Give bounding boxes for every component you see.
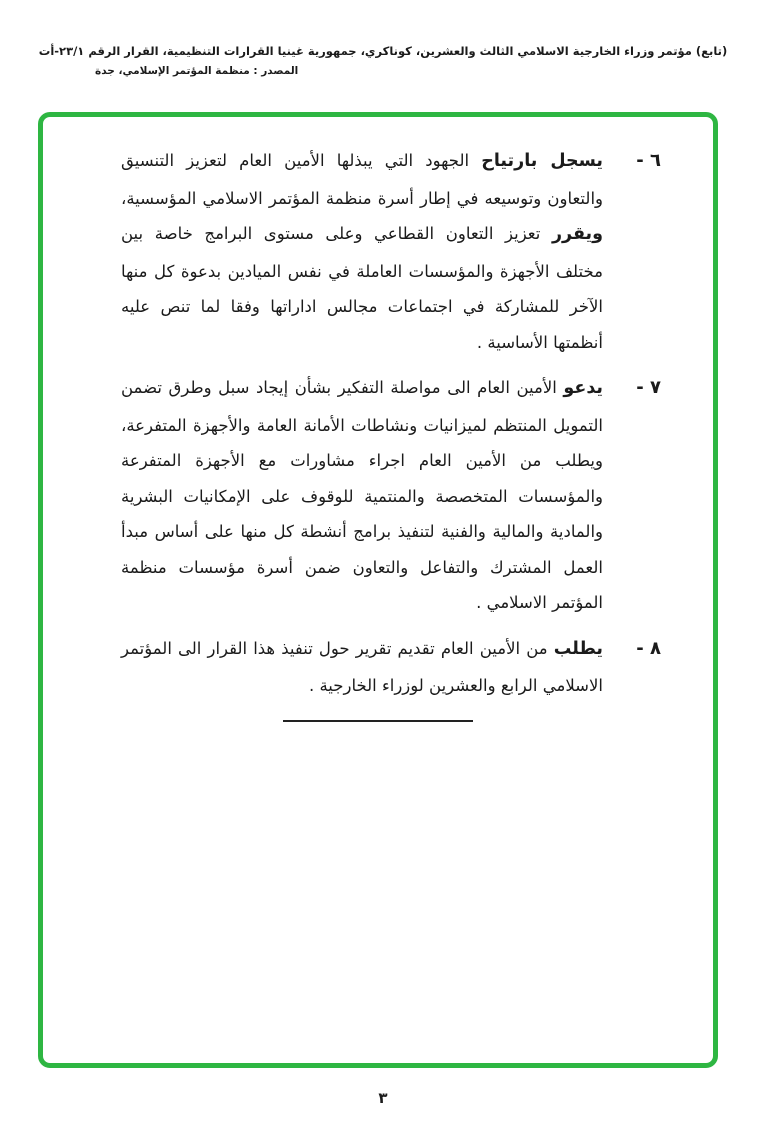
item-text: يدعو الأمين العام الى مواصلة التفكير بشأن إيجاد سبل وطرق تضمن التمويل المنتظم لميزانيات ونشاطات الأمانة العامة والأجهزة المتفرعة، ويطلب من الأمين العام اجراء مشاورات مع الأجهزة المتفرعة والمؤسسات المتخصصة والمنتمية للوقوف على الإمكانيات البشرية والمادية والمالية والفنية لتنفيذ برامج أنشطة كل منها على أساس مبدأ العمل المشترك والتفاعل والتعاون ضمن أسرة مؤسسات منظمة المؤتمر الاسلامي . <box>121 378 603 613</box>
document-frame <box>38 112 718 1068</box>
header-source-line: (تابع) مؤتمر وزراء الخارجية الاسلامي الثالث والعشرين، كوناكري، جمهورية غينيا القرارات التنظيمية، القرار الرقم ٢٣/١-أت <box>38 44 728 58</box>
resolution-item <box>121 143 661 360</box>
resolution-items <box>43 117 713 704</box>
item-number: ٧ - <box>636 377 661 399</box>
item-number: ٨ - <box>636 637 661 659</box>
item-lead-word: يسجل بارتياح <box>481 151 603 171</box>
divider <box>283 720 473 722</box>
header-publisher-line: المصدر : منظمة المؤتمر الإسلامي، جدة <box>95 65 299 77</box>
item-number: ٦ - <box>636 150 661 171</box>
item-text: يسجل بارتياح الجهود التي يبذلها الأمين العام لتعزيز التنسيق والتعاون وتوسيعه في إطار أسرة منظمة المؤتمر الاسلامي المؤسسية، ويقرر تعزيز التعاون القطاعي وعلى مستوى البرامج خاصة بين مختلف الأجهزة والمؤسسات العاملة في نفس الميادين بدعوة كل منها الآخر للمشاركة في اجتماعات مجالس اداراتها وفقا لما تنص عليه أنظمتها الأساسية . <box>121 151 603 352</box>
resolution-item <box>121 631 661 704</box>
item-lead-word: يطلب <box>553 638 603 659</box>
resolution-item <box>121 370 661 620</box>
item-text: يطلب من الأمين العام تقديم تقرير حول تنفيذ هذا القرار الى المؤتمر الاسلامي الرابع والعشرين لوزراء الخارجية . <box>121 638 603 696</box>
document-header <box>0 0 766 77</box>
page-number: ٣ <box>378 1089 388 1107</box>
item-lead-word: يدعو <box>563 378 603 399</box>
item-lead-word: ويقرر <box>551 224 603 245</box>
